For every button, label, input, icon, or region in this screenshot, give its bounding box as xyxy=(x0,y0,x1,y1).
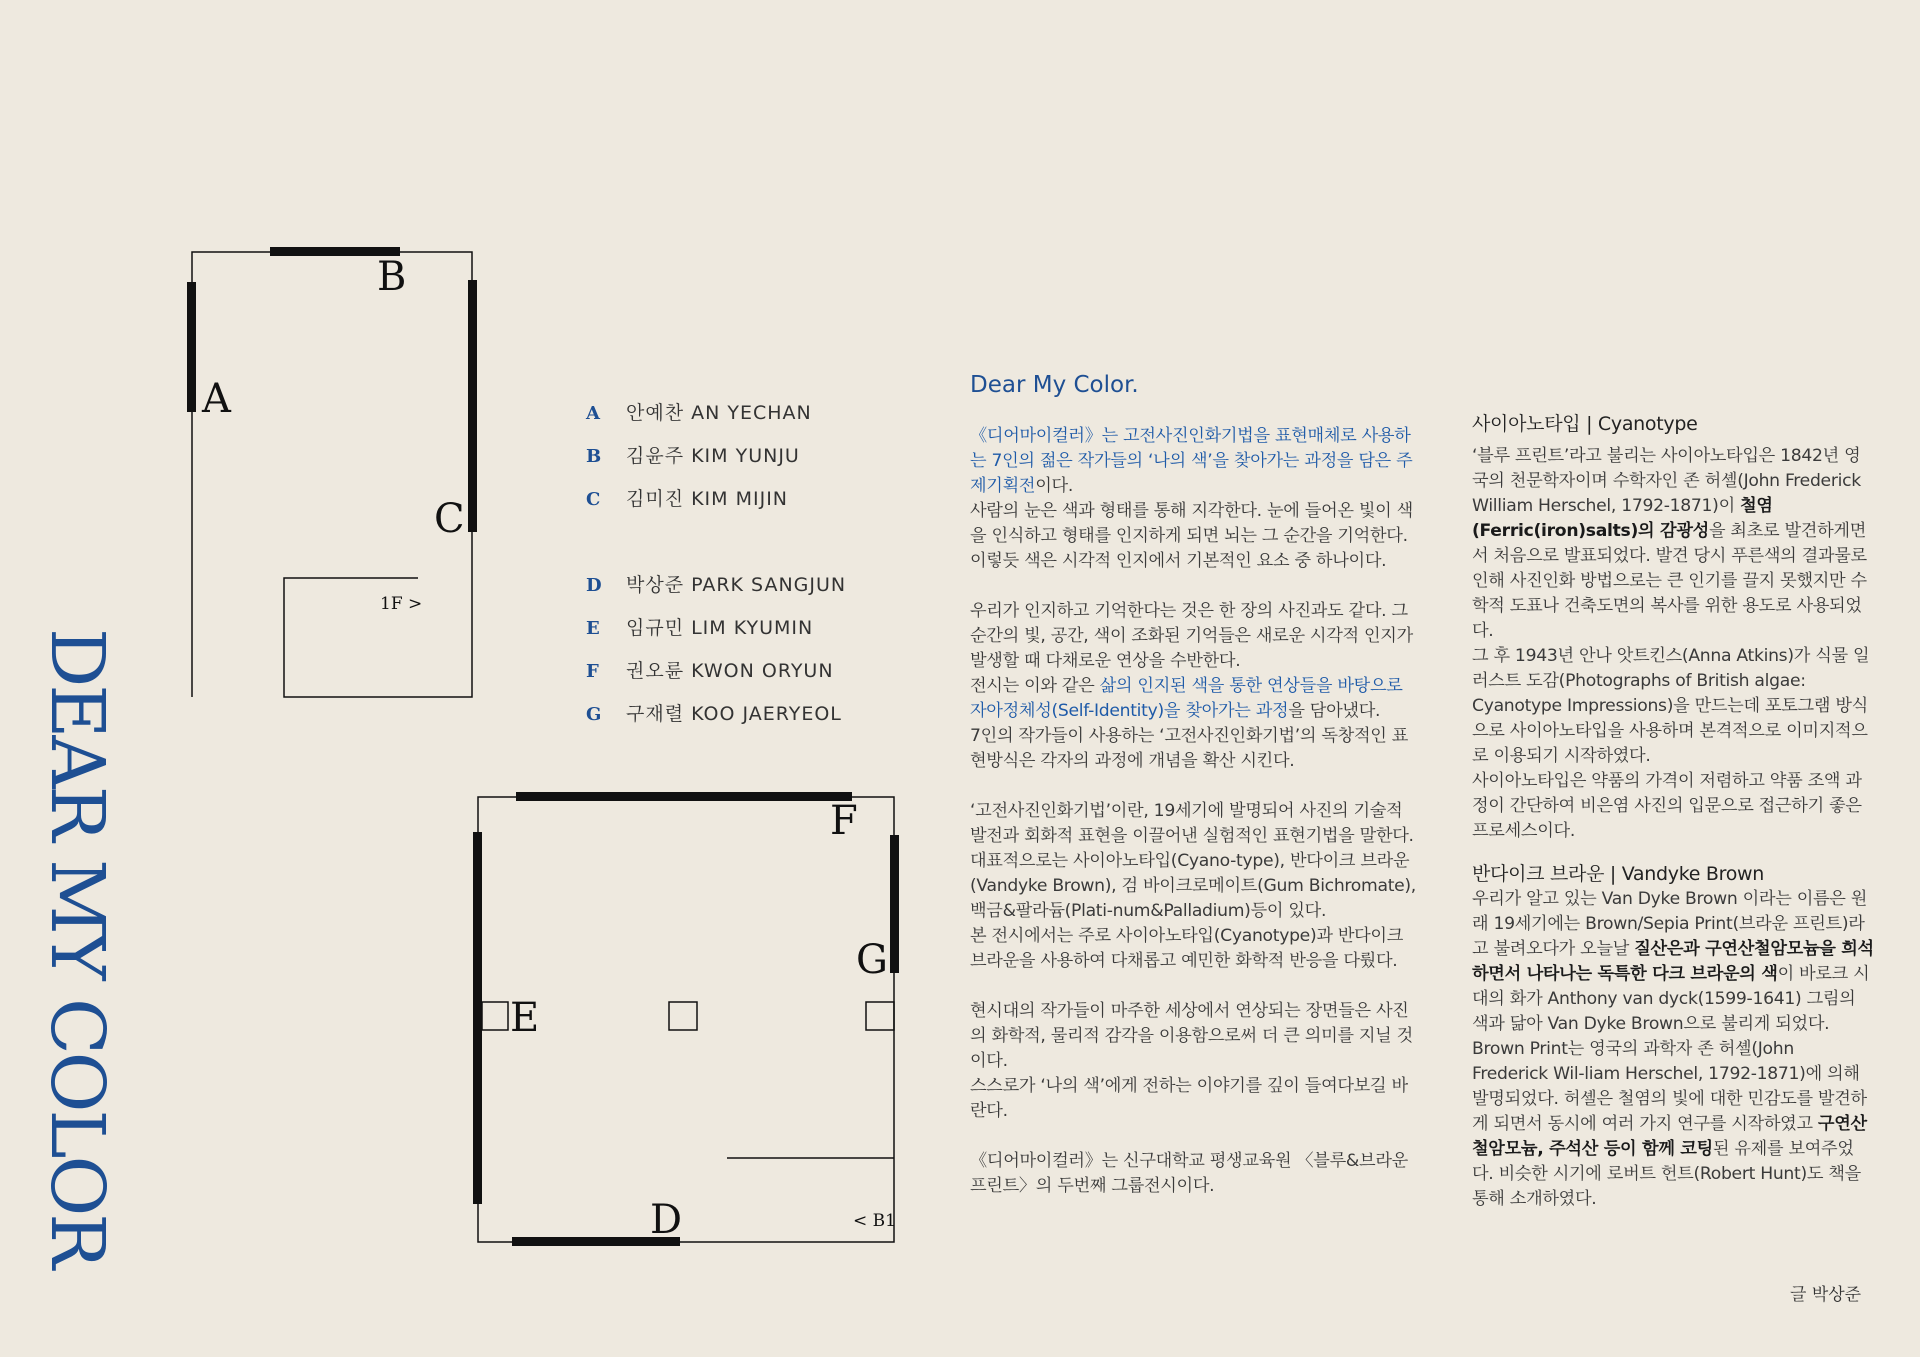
intro-paragraph: 스스로가 ‘나의 색’에게 전하는 이야기를 깊이 들여다보길 바란다. xyxy=(970,1076,1408,1121)
artist-name: 안예찬 AN YECHAN xyxy=(626,402,812,424)
artist-letter: B xyxy=(586,446,603,467)
plan-b1 xyxy=(473,792,899,1246)
vandyke-emphasis: 질산은과 구연산철암모늄을 희석하면서 나타나는 독특한 다크 브라운의 색 xyxy=(1472,939,1874,984)
label-a: A xyxy=(202,376,231,422)
intro-text: 전시는 이와 같은 xyxy=(970,676,1100,696)
cyanotype-heading: 사이아노타입 | Cyanotype xyxy=(1472,413,1698,435)
wall-g xyxy=(890,835,899,973)
cyanotype-emphasis: 철염(Ferric(iron)salts)의 감광성 xyxy=(1472,496,1773,541)
artist-letter: C xyxy=(586,489,602,510)
pillar-right xyxy=(866,1002,894,1030)
artist-row-e xyxy=(586,613,813,649)
vandyke-emphasis: 구연산철암모늄, 주석산 등이 함께 코팅 xyxy=(1472,1114,1867,1159)
intro-highlight: 《디어마이컬러》는 고전사진인화기법을 표현매체로 사용하는 7인의 젊은 작가들의 ‘나의 색’을 찾아가는 과정을 담은 주제기획전 xyxy=(970,426,1413,496)
intro-paragraph: 《디어마이컬러》는 신구대학교 평생교육원 〈블루&브라운프린트〉의 두번째 그룹전시이다. xyxy=(970,1151,1408,1196)
label-e: E xyxy=(510,995,540,1041)
intro-text: 이다. xyxy=(1035,476,1073,496)
artist-name: 구재렬 KOO JAERYEOL xyxy=(626,703,842,725)
intro-paragraph: 본 전시에서는 주로 사이아노타입(Cyanotype)과 반다이크브라운을 사용하여 다채롭고 예민한 화학적 반응을 다뤘다. xyxy=(970,926,1404,971)
wall-a xyxy=(187,282,196,412)
artist-name: 김미진 KIM MIJIN xyxy=(626,488,789,510)
intro-paragraph xyxy=(970,424,1418,499)
title-text: DEAR MY COLOR xyxy=(34,628,120,1266)
artist-name: 박상준 PARK SANGJUN xyxy=(626,574,847,596)
vandyke-text: 된 유제를 보여주었다. 비슷한 시기에 로버트 헌트(Robert Hunt)도 책을 통해 소개하였다. xyxy=(1472,1139,1861,1209)
artist-letter: E xyxy=(586,618,601,639)
artist-row-d xyxy=(586,570,846,606)
artist-letter: G xyxy=(586,704,603,725)
intro-text-column xyxy=(970,424,1418,1199)
label-d: D xyxy=(650,1197,683,1243)
intro-paragraph: 우리가 인지하고 기억한다는 것은 한 장의 사진과도 같다. 그 순간의 빛, 공간, 색이 조화된 기억들은 새로운 시각적 인지가 발생할 때 다채로운 연상을 수반한다. xyxy=(970,601,1413,671)
cyanotype-text: ‘블루 프린트’라고 불리는 사이아노타입은 1842년 영국의 천문학자이며 수학자인 존 허셸(John Frederick William Herschel, 1792-1871)이 xyxy=(1472,446,1861,516)
intro-text: 을 담아냈다. xyxy=(1288,701,1381,721)
pillar-center xyxy=(669,1002,697,1030)
cyanotype-text: 을 최초로 발견하게면 서 처음으로 발표되었다. 발견 당시 푸른색의 결과물로 인해 사진인화 방법으로는 큰 인기를 끌지 못했지만 수학적 도표나 건축도면의 복사를 위한 용도로 사용되었다. xyxy=(1472,521,1867,641)
artist-letter: A xyxy=(586,403,601,424)
wall-f xyxy=(516,792,852,801)
artist-row-c xyxy=(586,484,788,520)
floor-label-1f: 1F > xyxy=(380,594,423,614)
intro-paragraph: ‘고전사진인화기법’이란, 19세기에 발명되어 사진의 기술적 발전과 회화적 표현을 이끌어낸 실험적인 표현기법을 말한다. 대표적으로는 사이아노타입(Cyano-type), 반다이크 브라운(Vandyke Brown), 검 바이크로메이트(Gum Bichromate), 백금&팔라듐(Plati-num&Palladium)등이 있다. xyxy=(970,801,1416,921)
cyanotype-paragraph: 사이아노타입은 약품의 가격이 저렴하고 약품 조액 과정이 간단하여 비은염 사진의 입문으로 접근하기 좋은 프로세스이다. xyxy=(1472,771,1862,841)
plan-1f xyxy=(187,247,477,697)
intro-heading: Dear My Color. xyxy=(970,372,1139,398)
artist-letter: F xyxy=(586,661,600,682)
pillar-left xyxy=(482,1002,508,1030)
floor-label-b1: < B1 xyxy=(853,1211,896,1231)
artist-row-b xyxy=(586,441,800,477)
artist-row-f xyxy=(586,656,834,692)
artist-letter: D xyxy=(586,575,603,596)
intro-paragraph: 7인의 작가들이 사용하는 ‘고전사진인화기법’의 독창적인 표현방식은 각자의 과정에 개념을 확산 시킨다. xyxy=(970,726,1409,771)
intro-paragraph: 현시대의 작가들이 마주한 세상에서 연상되는 장면들은 사진의 화학적, 물리적 감각을 이용함으로써 더 큰 의미를 지닐 것이다. xyxy=(970,1001,1413,1071)
artist-row-g xyxy=(586,699,842,735)
vandyke-paragraph xyxy=(1472,887,1874,1212)
vandyke-heading: 반다이크 브라운 | Vandyke Brown xyxy=(1472,863,1765,885)
label-f: F xyxy=(830,798,858,844)
technique-text-column xyxy=(1472,413,1874,1212)
intro-paragraph xyxy=(970,674,1418,724)
vandyke-text: 우리가 알고 있는 Van Dyke Brown 이라는 이름은 원래 19세기에는 Brown/Sepia Print(브라운 프린트)라고 불려오다가 오늘날 xyxy=(1472,889,1868,959)
label-g: G xyxy=(856,937,888,983)
artist-name: 김윤주 KIM YUNJU xyxy=(626,445,800,467)
cyanotype-paragraph xyxy=(1472,444,1874,644)
wall-c xyxy=(468,280,477,532)
vandyke-text: 이 바로크 시대의 화가 Anthony van dyck(1599-1641) 그림의 색과 닮아 Van Dyke Brown으로 불리게 되었다. Brown Print는 영국의 과학자 존 허셸(John Frederick Wil-liam Herschel, 1792-1871)에 의해 발명되었다. 허셸은 철염의 빛에 대한 민감도를 발견하게 되면서 동시에 여러 가지 연구를 시작하였고 xyxy=(1472,964,1870,1134)
label-b: B xyxy=(377,254,407,300)
cyanotype-paragraph: 그 후 1943년 안나 앗트킨스(Anna Atkins)가 식물 일러스트 도감(Photographs of British algae: Cyanotype Impressions)을 만드는데 포토그램 방식으로 사이아노타입을 사용하며 본격적으로 이미지적으로 이용되기 시작하였다. xyxy=(1472,646,1870,766)
wall-e xyxy=(473,832,482,1204)
artist-row-a xyxy=(586,398,812,434)
label-c: C xyxy=(434,496,465,542)
byline: 글 박상준 xyxy=(1790,1285,1862,1305)
intro-highlight: 삶의 인지된 색을 통한 연상들을 바탕으로 자아정체성(Self-Identity)을 찾아가는 과정 xyxy=(970,676,1403,721)
artist-name: 권오륜 KWON ORYUN xyxy=(626,660,834,682)
intro-paragraph: 사람의 눈은 색과 형태를 통해 지각한다. 눈에 들어온 빛이 색을 인식하고 형태를 인지하게 되면 뇌는 그 순간을 기억한다.이렇듯 색은 시각적 인지에서 기본적인 요소 중 하나이다. xyxy=(970,501,1413,571)
artist-name: 임규민 LIM KYUMIN xyxy=(626,617,814,639)
